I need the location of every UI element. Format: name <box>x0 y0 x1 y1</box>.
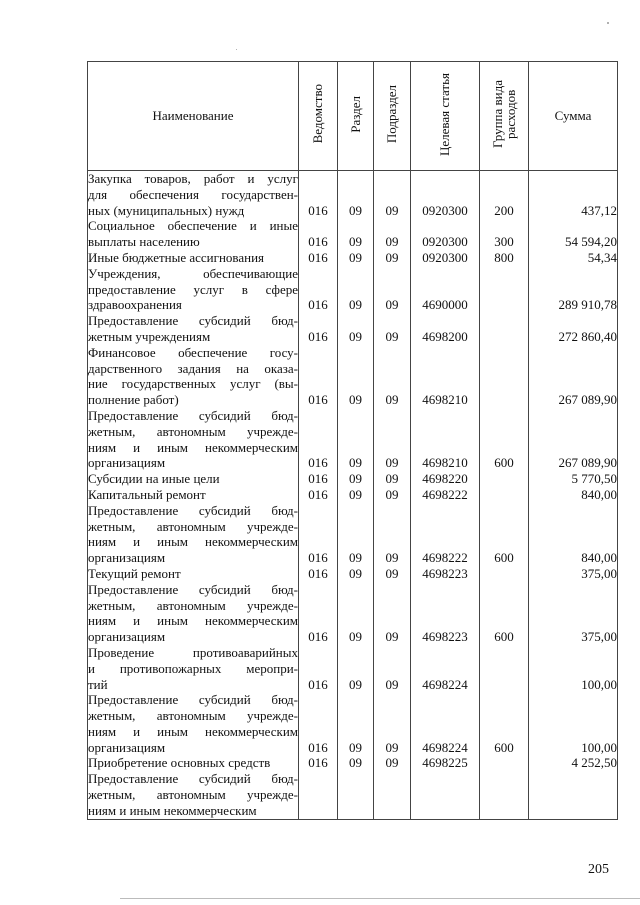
row-department: 016 <box>299 313 338 345</box>
row-name-line: ние государственных услуг (вы- <box>88 376 298 392</box>
row-target-article: 0920300 <box>411 171 480 219</box>
row-name-line: жетным, автономным учрежде- <box>88 423 298 439</box>
row-name-line: ных (муниципальных) нужд <box>88 202 245 218</box>
row-target-article: 4698224 <box>411 692 480 755</box>
row-name <box>88 171 299 219</box>
row-department: 016 <box>299 582 338 645</box>
row-expense-group: 600 <box>480 503 529 566</box>
row-section: 09 <box>338 692 374 755</box>
row-name-line: Капитальный ремонт <box>88 486 206 502</box>
row-section: 09 <box>338 313 374 345</box>
row-department: 016 <box>299 218 338 250</box>
table-row <box>88 313 618 345</box>
row-name <box>88 645 299 692</box>
row-name-line: и противопожарных меропри- <box>88 660 298 676</box>
row-subsection: 09 <box>374 566 411 582</box>
row-expense-group: 200 <box>480 171 529 219</box>
table-row <box>88 645 618 692</box>
row-subsection: 09 <box>374 171 411 219</box>
row-name-line: полнение работ) <box>88 392 179 408</box>
row-target-article: 4698225 <box>411 755 480 771</box>
row-name-line: дарственного задания на оказа- <box>88 360 298 376</box>
row-sum: 437,12 <box>529 171 618 219</box>
row-name-line: Субсидии на иные цели <box>88 471 220 487</box>
row-section: 09 <box>338 487 374 503</box>
row-department: 016 <box>299 503 338 566</box>
row-sum <box>529 771 618 819</box>
header-sum: Сумма <box>529 62 618 171</box>
row-sum: 272 860,40 <box>529 313 618 345</box>
row-sum: 5 770,50 <box>529 471 618 487</box>
row-name <box>88 582 299 645</box>
row-name-line: Финансовое обеспечение госу- <box>88 344 298 360</box>
row-name-line: Предоставление субсидий бюд- <box>88 692 298 708</box>
row-name <box>88 345 299 408</box>
row-name-line: ниям и иным некоммерческим <box>88 534 298 550</box>
row-name-line: для обеспечения государствен- <box>88 186 298 202</box>
table-row <box>88 266 618 313</box>
row-name-line: организациям <box>88 550 166 566</box>
page-number: 205 <box>588 862 609 877</box>
row-section: 09 <box>338 250 374 266</box>
row-target-article: 4698210 <box>411 408 480 471</box>
row-name-line: Предоставление субсидий бюд- <box>88 407 298 423</box>
row-department: 016 <box>299 755 338 771</box>
row-expense-group <box>480 566 529 582</box>
row-target-article: 4698200 <box>411 313 480 345</box>
row-name-line: Предоставление субсидий бюд- <box>88 502 298 518</box>
row-name-line: здравоохранения <box>88 297 182 313</box>
row-subsection: 09 <box>374 755 411 771</box>
row-name-line: организациям <box>88 739 166 755</box>
row-expense-group <box>480 645 529 692</box>
row-name-line: Предоставление субсидий бюд- <box>88 771 298 787</box>
row-name-line: организациям <box>88 629 166 645</box>
row-expense-group <box>480 266 529 313</box>
row-name-line: Предоставление субсидий бюд- <box>88 313 298 329</box>
row-expense-group <box>480 487 529 503</box>
row-target-article: 4698224 <box>411 645 480 692</box>
row-name <box>88 692 299 755</box>
row-name-line: тий <box>88 676 108 692</box>
row-subsection <box>374 771 411 819</box>
table-row <box>88 582 618 645</box>
row-department: 016 <box>299 266 338 313</box>
row-name <box>88 471 299 487</box>
bottom-scan-edge <box>120 898 640 899</box>
table-row <box>88 345 618 408</box>
row-name <box>88 250 299 266</box>
row-target-article: 4698223 <box>411 582 480 645</box>
row-section: 09 <box>338 218 374 250</box>
row-name-line: предоставление услуг в сфере <box>88 281 298 297</box>
row-expense-group: 800 <box>480 250 529 266</box>
row-target-article: 4698210 <box>411 345 480 408</box>
row-sum: 840,00 <box>529 487 618 503</box>
row-expense-group <box>480 755 529 771</box>
row-name-line: жетным, автономным учрежде- <box>88 518 298 534</box>
header-name: Наименование <box>88 62 299 171</box>
row-name-line: ниям и иным некоммерческим <box>88 802 257 818</box>
row-name-line: Проведение противоаварийных <box>88 644 298 660</box>
row-name-line: организациям <box>88 455 166 471</box>
header-expense-group: Группа вида расходов <box>480 62 529 171</box>
row-section: 09 <box>338 645 374 692</box>
row-sum: 289 910,78 <box>529 266 618 313</box>
row-name-line: ниям и иным некоммерческим <box>88 723 298 739</box>
header-subsection: Подраздел <box>374 62 411 171</box>
row-sum: 100,00 <box>529 692 618 755</box>
row-sum: 375,00 <box>529 582 618 645</box>
row-subsection: 09 <box>374 345 411 408</box>
row-subsection: 09 <box>374 266 411 313</box>
table-row <box>88 503 618 566</box>
row-subsection: 09 <box>374 692 411 755</box>
row-name <box>88 771 299 819</box>
row-section: 09 <box>338 345 374 408</box>
row-section: 09 <box>338 408 374 471</box>
row-sum: 375,00 <box>529 566 618 582</box>
row-name-line: Социальное обеспечение и иные <box>88 218 298 234</box>
row-name-line: Учреждения, обеспечивающие <box>88 265 298 281</box>
row-name-line: жетным, автономным учрежде- <box>88 597 298 613</box>
row-section: 09 <box>338 566 374 582</box>
row-department: 016 <box>299 345 338 408</box>
row-section <box>338 771 374 819</box>
table-row <box>88 771 618 819</box>
row-sum: 267 089,90 <box>529 408 618 471</box>
header-target-article: Целевая статья <box>411 62 480 171</box>
row-name <box>88 408 299 471</box>
row-expense-group: 600 <box>480 408 529 471</box>
row-department: 016 <box>299 645 338 692</box>
row-section: 09 <box>338 171 374 219</box>
row-expense-group: 300 <box>480 218 529 250</box>
row-subsection: 09 <box>374 218 411 250</box>
header-department: Ведомство <box>299 62 338 171</box>
row-expense-group <box>480 313 529 345</box>
row-expense-group: 600 <box>480 692 529 755</box>
row-subsection: 09 <box>374 503 411 566</box>
table-row <box>88 487 618 503</box>
row-name-line: ниям и иным некоммерческим <box>88 613 298 629</box>
row-name-line: ниям и иным некоммерческим <box>88 439 298 455</box>
row-name <box>88 755 299 771</box>
row-target-article: 4698222 <box>411 487 480 503</box>
table-row <box>88 566 618 582</box>
row-sum: 54,34 <box>529 250 618 266</box>
row-sum: 100,00 <box>529 645 618 692</box>
scan-speck <box>236 49 237 50</box>
row-sum: 4 252,50 <box>529 755 618 771</box>
row-target-article: 4698223 <box>411 566 480 582</box>
row-subsection: 09 <box>374 250 411 266</box>
row-expense-group: 600 <box>480 582 529 645</box>
row-subsection: 09 <box>374 582 411 645</box>
table-row <box>88 250 618 266</box>
row-target-article: 4698222 <box>411 503 480 566</box>
row-department: 016 <box>299 408 338 471</box>
row-name-line: жетным, автономным учрежде- <box>88 787 298 803</box>
table-row <box>88 408 618 471</box>
row-name <box>88 266 299 313</box>
row-department <box>299 771 338 819</box>
row-expense-group <box>480 771 529 819</box>
row-subsection: 09 <box>374 408 411 471</box>
row-sum: 840,00 <box>529 503 618 566</box>
row-name-line: Закупка товаров, работ и услуг <box>88 171 298 186</box>
table-header-row <box>88 62 618 171</box>
row-section: 09 <box>338 266 374 313</box>
row-department: 016 <box>299 250 338 266</box>
row-section: 09 <box>338 471 374 487</box>
table-row <box>88 218 618 250</box>
scan-speck <box>607 22 609 24</box>
row-target-article: 4690000 <box>411 266 480 313</box>
table-row <box>88 755 618 771</box>
row-department: 016 <box>299 692 338 755</box>
table-row <box>88 471 618 487</box>
row-sum: 267 089,90 <box>529 345 618 408</box>
row-target-article: 0920300 <box>411 250 480 266</box>
row-department: 016 <box>299 471 338 487</box>
row-department: 016 <box>299 171 338 219</box>
row-name <box>88 503 299 566</box>
table-body <box>88 171 618 820</box>
row-target-article: 0920300 <box>411 218 480 250</box>
row-section: 09 <box>338 582 374 645</box>
row-target-article <box>411 771 480 819</box>
row-section: 09 <box>338 755 374 771</box>
row-subsection: 09 <box>374 645 411 692</box>
row-name <box>88 487 299 503</box>
row-name-line: Предоставление субсидий бюд- <box>88 581 298 597</box>
header-section: Раздел <box>338 62 374 171</box>
row-name-line: жетным учреждениям <box>88 328 211 344</box>
row-name-line: Текущий ремонт <box>88 565 181 581</box>
row-section: 09 <box>338 503 374 566</box>
row-department: 016 <box>299 566 338 582</box>
row-name <box>88 313 299 345</box>
row-target-article: 4698220 <box>411 471 480 487</box>
row-expense-group <box>480 471 529 487</box>
row-name-line: выплаты населению <box>88 234 200 250</box>
row-subsection: 09 <box>374 487 411 503</box>
row-subsection: 09 <box>374 313 411 345</box>
row-name-line: Иные бюджетные ассигнования <box>88 249 265 265</box>
table-row <box>88 692 618 755</box>
row-expense-group <box>480 345 529 408</box>
row-name-line: Приобретение основных средств <box>88 755 271 771</box>
row-sum: 54 594,20 <box>529 218 618 250</box>
row-name <box>88 566 299 582</box>
row-name <box>88 218 299 250</box>
budget-table <box>87 61 618 820</box>
row-name-line: жетным, автономным учрежде- <box>88 708 298 724</box>
row-subsection: 09 <box>374 471 411 487</box>
table-row <box>88 171 618 219</box>
row-department: 016 <box>299 487 338 503</box>
